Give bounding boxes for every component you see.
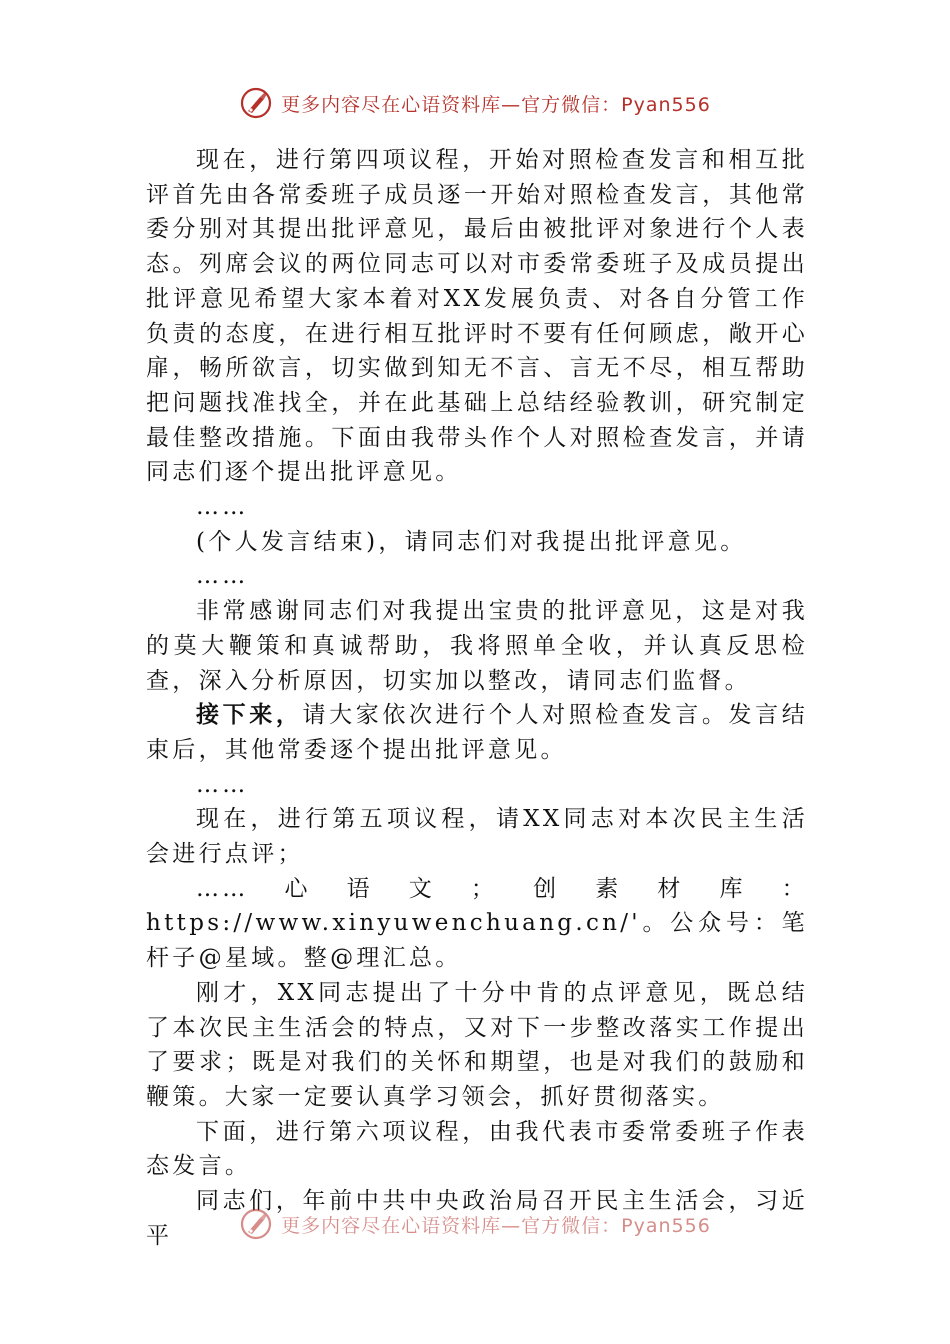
document-body	[146, 143, 808, 1254]
ellipsis-line: ……	[196, 771, 249, 798]
pen-nib-logo-icon	[239, 1207, 273, 1241]
bold-lead-text: 接下来，	[196, 701, 303, 729]
ellipsis-line: ……	[196, 563, 249, 590]
header-banner-text: 更多内容尽在心语资料库—官方微信：Pyan556	[281, 93, 711, 116]
paragraph-closing-start: 同志们，年前中共中央政治局召开民主生活会，习近平	[146, 1188, 808, 1249]
footer-watermark-banner	[0, 1204, 950, 1244]
paragraph-agenda-six: 下面，进行第六项议程，由我代表市委常委班子作表态发言。	[146, 1118, 808, 1180]
footer-banner-text: 更多内容尽在心语资料库—官方微信：Pyan556	[281, 1214, 711, 1237]
paragraph-review-comments: 刚才，XX同志提出了十分中肯的点评意见，既总结了本次民主生活会的特点，又对下一步整改落实工作提出了要求；既是对我们的关怀和期望，也是对我们的鼓励和鞭策。大家一定要认真学习领会，抓好贯彻落实。	[146, 979, 808, 1110]
paragraph-agenda-four: 现在，进行第四项议程，开始对照检查发言和相互批评首先由各常委班子成员逐一开始对照检查发言，其他常委分别对其提出批评意见，最后由被批评对象进行个人表态。列席会议的两位同志可以对市委常委班子及成员提出批评意见希望大家本着对XX发展负责、对各自分管工作负责的态度，在进行相互批评时不要有任何顾虑，敞开心扉，畅所欲言，切实做到知无不言、言无不尽，相互帮助把问题找准找全，并在此基础上总结经验教训，研究制定最佳整改措施。下面由我带头作个人对照检查发言，并请同志们逐个提出批评意见。	[146, 147, 808, 486]
header-watermark-banner	[0, 83, 950, 123]
next-step-text: 请大家依次进行个人对照检查发言。发言结束后，其他常委逐个提出批评意见。	[146, 702, 809, 763]
paragraph-source-note: ……心语文；创素材库：https://www.xinyuwenchuang.cn/'。公众号：笔杆子@星域。整@理汇总。	[146, 875, 808, 972]
paragraph-speech-end: (个人发言结束)，请同志们对我提出批评意见。	[196, 528, 747, 555]
ellipsis-line: ……	[196, 494, 249, 521]
paragraph-next-step	[146, 698, 808, 767]
paragraph-thanks: 非常感谢同志们对我提出宝贵的批评意见，这是对我的莫大鞭策和真诚帮助，我将照单全收，并认真反思检查，深入分析原因，切实加以整改，请同志们监督。	[146, 598, 808, 694]
paragraph-agenda-five: 现在，进行第五项议程，请XX同志对本次民主生活会进行点评；	[146, 806, 808, 868]
pen-nib-logo-icon	[239, 86, 273, 120]
